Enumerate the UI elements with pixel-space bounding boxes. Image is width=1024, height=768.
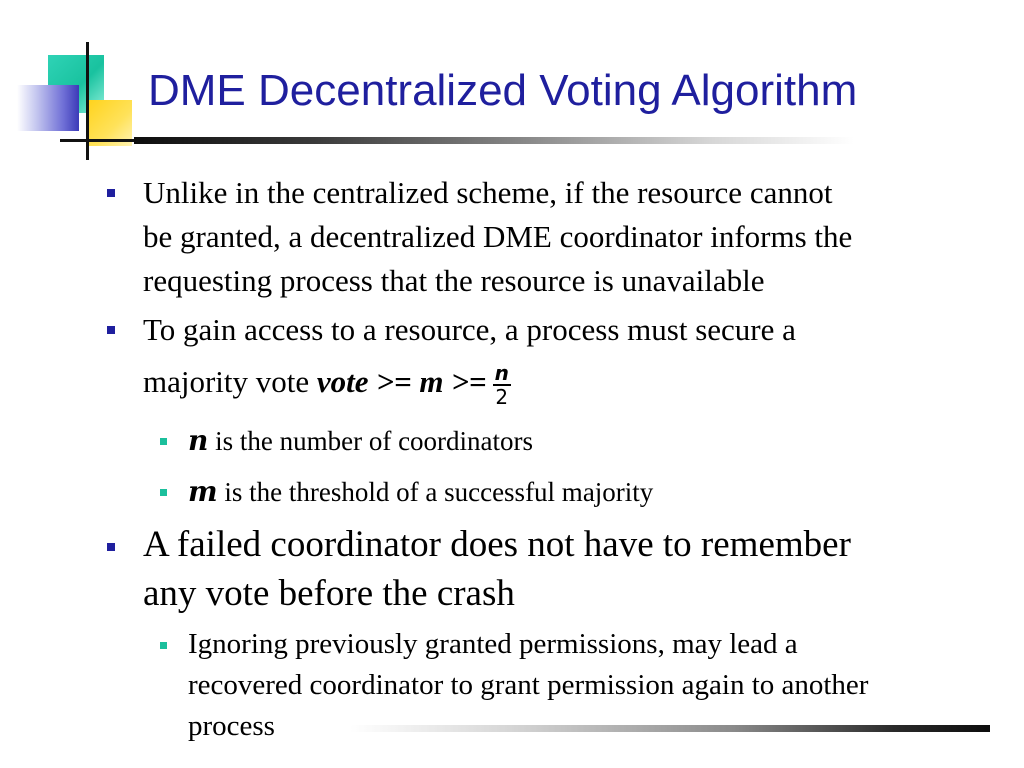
slide-logo (0, 0, 140, 170)
logo-blue-square (17, 85, 79, 131)
bullet-text-line: Unlike in the centralized scheme, if the resource cannot (143, 175, 833, 210)
sub-bullet-text: is the number of coordinators (208, 426, 534, 456)
bullet-text-line: any vote before the crash (143, 573, 515, 614)
fraction-denominator: 2 (495, 385, 509, 409)
logo-vertical-line (86, 42, 89, 160)
sub-bullet-text-line: Ignoring previously granted permissions, may lead a (188, 628, 798, 660)
bullet-text-line: be granted, a decentralized DME coordinator informs the (143, 219, 853, 254)
sub-bullet-text-line: process (188, 710, 275, 742)
bullet-item-majority-vote (143, 308, 796, 408)
bullet-marker (107, 189, 115, 197)
footer-divider (350, 725, 990, 732)
sub-bullet-marker (160, 642, 167, 649)
fraction-n-over-2 (493, 362, 511, 408)
bullet-text-line: To gain access to a resource, a process must secure a (143, 312, 796, 347)
bullet-marker (107, 326, 115, 334)
expr-operator: >= (451, 364, 487, 399)
title-divider (134, 137, 854, 144)
expr-vote: vote (316, 364, 369, 399)
sub-bullet-n (188, 421, 533, 461)
sub-bullet-marker (160, 438, 167, 445)
sub-bullet-text-line: recovered coordinator to grant permission again to another (188, 669, 869, 701)
bullet-text-line: requesting process that the resource is unavailable (143, 263, 765, 298)
expr-m: m (419, 364, 444, 399)
bullet-item-failed-coordinator (143, 520, 851, 618)
logo-horizontal-line (60, 139, 136, 142)
bullet-marker (107, 543, 115, 551)
bullet-item-unavailable (143, 171, 852, 303)
sub-bullet-m (188, 472, 653, 512)
bullet-text-line (143, 360, 796, 408)
fraction-numerator: n (494, 361, 509, 385)
slide-title: DME Decentralized Voting Algorithm (148, 66, 858, 115)
sub-bullet-marker (160, 489, 167, 496)
variable-n: n (188, 424, 209, 457)
sub-bullet-text: is the threshold of a successful majority (217, 477, 654, 507)
majority-vote-label: majority vote (143, 364, 317, 399)
expr-operator: >= (376, 364, 412, 399)
variable-m: m (188, 475, 218, 508)
bullet-text-line: A failed coordinator does not have to remember (143, 524, 851, 565)
